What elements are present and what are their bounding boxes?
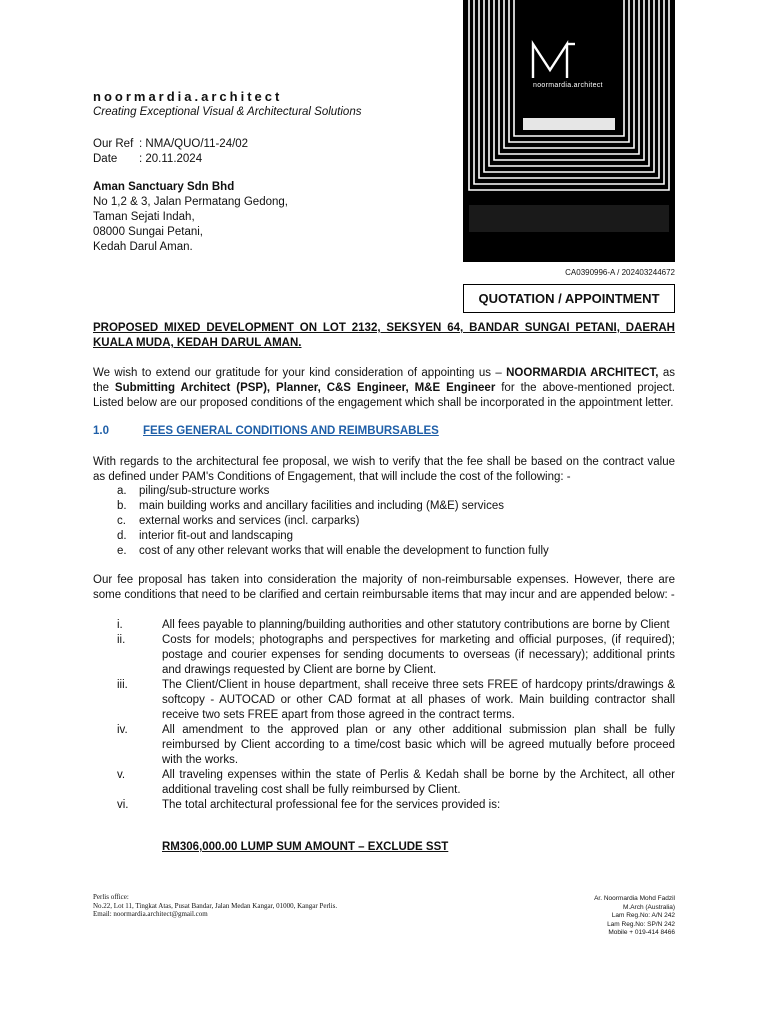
item-label: c.	[117, 515, 126, 527]
conditions-list	[93, 618, 675, 813]
list-item	[117, 484, 549, 499]
item-label: ii.	[117, 634, 126, 646]
list-item	[93, 798, 675, 813]
intro-firm: NOORMARDIA ARCHITECT,	[506, 367, 659, 379]
corridor-graphic	[463, 0, 675, 262]
item-label: vi.	[117, 799, 129, 811]
section-title: FEES GENERAL CONDITIONS AND REIMBURSABLES	[143, 425, 439, 437]
signatory-line: Mobile + 019-414 8466	[608, 929, 675, 936]
footer-signatory	[594, 895, 675, 938]
item-text: external works and services (incl. carparks)	[139, 515, 360, 527]
item-text: The total architectural professional fee for the services provided is:	[162, 799, 501, 811]
item-label: b.	[117, 500, 127, 512]
firm-tagline: Creating Exceptional Visual & Architectural Solutions	[93, 106, 362, 118]
item-text: piling/sub-structure works	[139, 485, 270, 497]
fee-intro: With regards to the architectural fee proposal, we wish to verify that the fee shall be based on the contract value as defined under PAM's Conditions of Engagement, that will include the cost of the following: -	[93, 456, 675, 483]
item-text: main building works and ancillary facilities and including (M&E) services	[139, 500, 504, 512]
firm-name: noormardia.architect	[93, 89, 283, 104]
ref-label: Our Ref	[93, 138, 134, 150]
footer-office	[93, 893, 337, 919]
recipient-address	[93, 180, 288, 255]
logo-text: noormardia.architect	[533, 82, 603, 89]
ref-value: : NMA/QUO/11-24/02	[139, 138, 249, 150]
item-label: e.	[117, 545, 127, 557]
reimbursable-intro: Our fee proposal has taken into consideration the majority of non-reimbursable expenses. However, there are some conditions that need to be clarified and certain reimbursable items that may incur and are appended below: -	[93, 574, 675, 601]
date-label: Date	[93, 153, 118, 165]
item-text: All fees payable to planning/building authorities and other statutory contributions are borne by Client	[162, 619, 670, 631]
recipient-name: Aman Sanctuary Sdn Bhd	[93, 181, 235, 193]
item-text: Costs for models; photographs and perspectives for marketing and official purposes, (if required); postage and courier expenses for sending documents to overseas (if necessary); additional prints and drawings requested by Client are borne by Client.	[162, 634, 675, 676]
fee-amount: RM306,000.00 LUMP SUM AMOUNT – EXCLUDE SST	[162, 841, 449, 853]
item-label: a.	[117, 485, 127, 497]
list-item	[93, 618, 675, 633]
signatory-line: M.Arch (Australia)	[622, 903, 675, 911]
signatory-line: Lam Reg.No: SP/N 242	[607, 920, 675, 928]
list-item	[117, 514, 549, 529]
signatory-line: Ar. Noormardia Mohd Fadzil	[594, 895, 675, 902]
address-line: Kedah Darul Aman.	[93, 241, 193, 253]
firm-logo	[463, 0, 675, 262]
item-text: cost of any other relevant works that will enable the development to function fully	[139, 545, 549, 557]
address-line: 08000 Sungai Petani,	[93, 226, 203, 238]
intro-paragraph	[93, 366, 675, 411]
date-value: : 20.11.2024	[139, 153, 203, 165]
cost-item-list	[117, 484, 549, 559]
office-address: No.22, Lot 11, Tingkat Atas, Pusat Bandar, Jalan Medan Kangar, 01000, Kangar Perlis.	[93, 901, 338, 910]
item-label: v.	[117, 769, 126, 781]
item-text: All traveling expenses within the state of Perlis & Kedah shall be borne by the Architect, all other additional traveling cost shall be fully reimbursed by Client.	[162, 769, 675, 796]
item-label: iv.	[117, 724, 128, 736]
item-label: i.	[117, 619, 123, 631]
list-item	[93, 768, 675, 798]
list-item	[93, 678, 675, 723]
reference-block	[93, 137, 248, 167]
office-title: Perlis office:	[93, 893, 129, 901]
list-item	[117, 499, 549, 514]
list-item	[93, 723, 675, 768]
list-item	[93, 633, 675, 678]
item-label: d.	[117, 530, 127, 542]
intro-text: as the	[93, 367, 676, 394]
intro-text: for the above-mentioned project. Listed below are our proposed conditions of the engagement which shall be incorporated in the appointment letter.	[93, 382, 675, 409]
intro-text: We wish to extend our gratitude for your kind consideration of appointing us –	[93, 367, 507, 379]
project-subject: PROPOSED MIXED DEVELOPMENT ON LOT 2132, SEKSYEN 64, BANDAR SUNGAI PETANI, DAERAH KUALA MUDA, KEDAH DARUL AMAN.	[93, 322, 675, 349]
item-text: interior fit-out and landscaping	[139, 530, 294, 542]
address-line: No 1,2 & 3, Jalan Permatang Gedong,	[93, 196, 288, 208]
document-title: QUOTATION / APPOINTMENT	[463, 284, 675, 313]
section-heading	[93, 425, 439, 437]
address-line: Taman Sejati Indah,	[93, 211, 195, 223]
item-label: iii.	[117, 679, 128, 691]
section-number: 1.0	[93, 425, 109, 437]
item-text: All amendment to the approved plan or any other additional submission plan shall be fully reimbursed by Client according to a time/cost basic which will be agreed mutually before proceed with the works.	[162, 724, 675, 766]
registration-number: CA0390996-A / 202403244672	[565, 268, 675, 277]
intro-roles: Submitting Architect (PSP), Planner, C&S Engineer, M&E Engineer	[114, 382, 496, 394]
item-text: The Client/Client in house department, shall receive three sets FREE of hardcopy prints/drawings & softcopy - AUTOCAD or other CAD format at all phases of work. Main building contractor shall receive two sets FREE apart from those agreed in the contract terms.	[162, 679, 675, 721]
signatory-line: Lam Reg.No: A/N 242	[611, 912, 675, 919]
list-item	[117, 544, 549, 559]
office-email: Email: noormardia.architect@gmail.com	[93, 910, 208, 918]
list-item	[117, 529, 549, 544]
